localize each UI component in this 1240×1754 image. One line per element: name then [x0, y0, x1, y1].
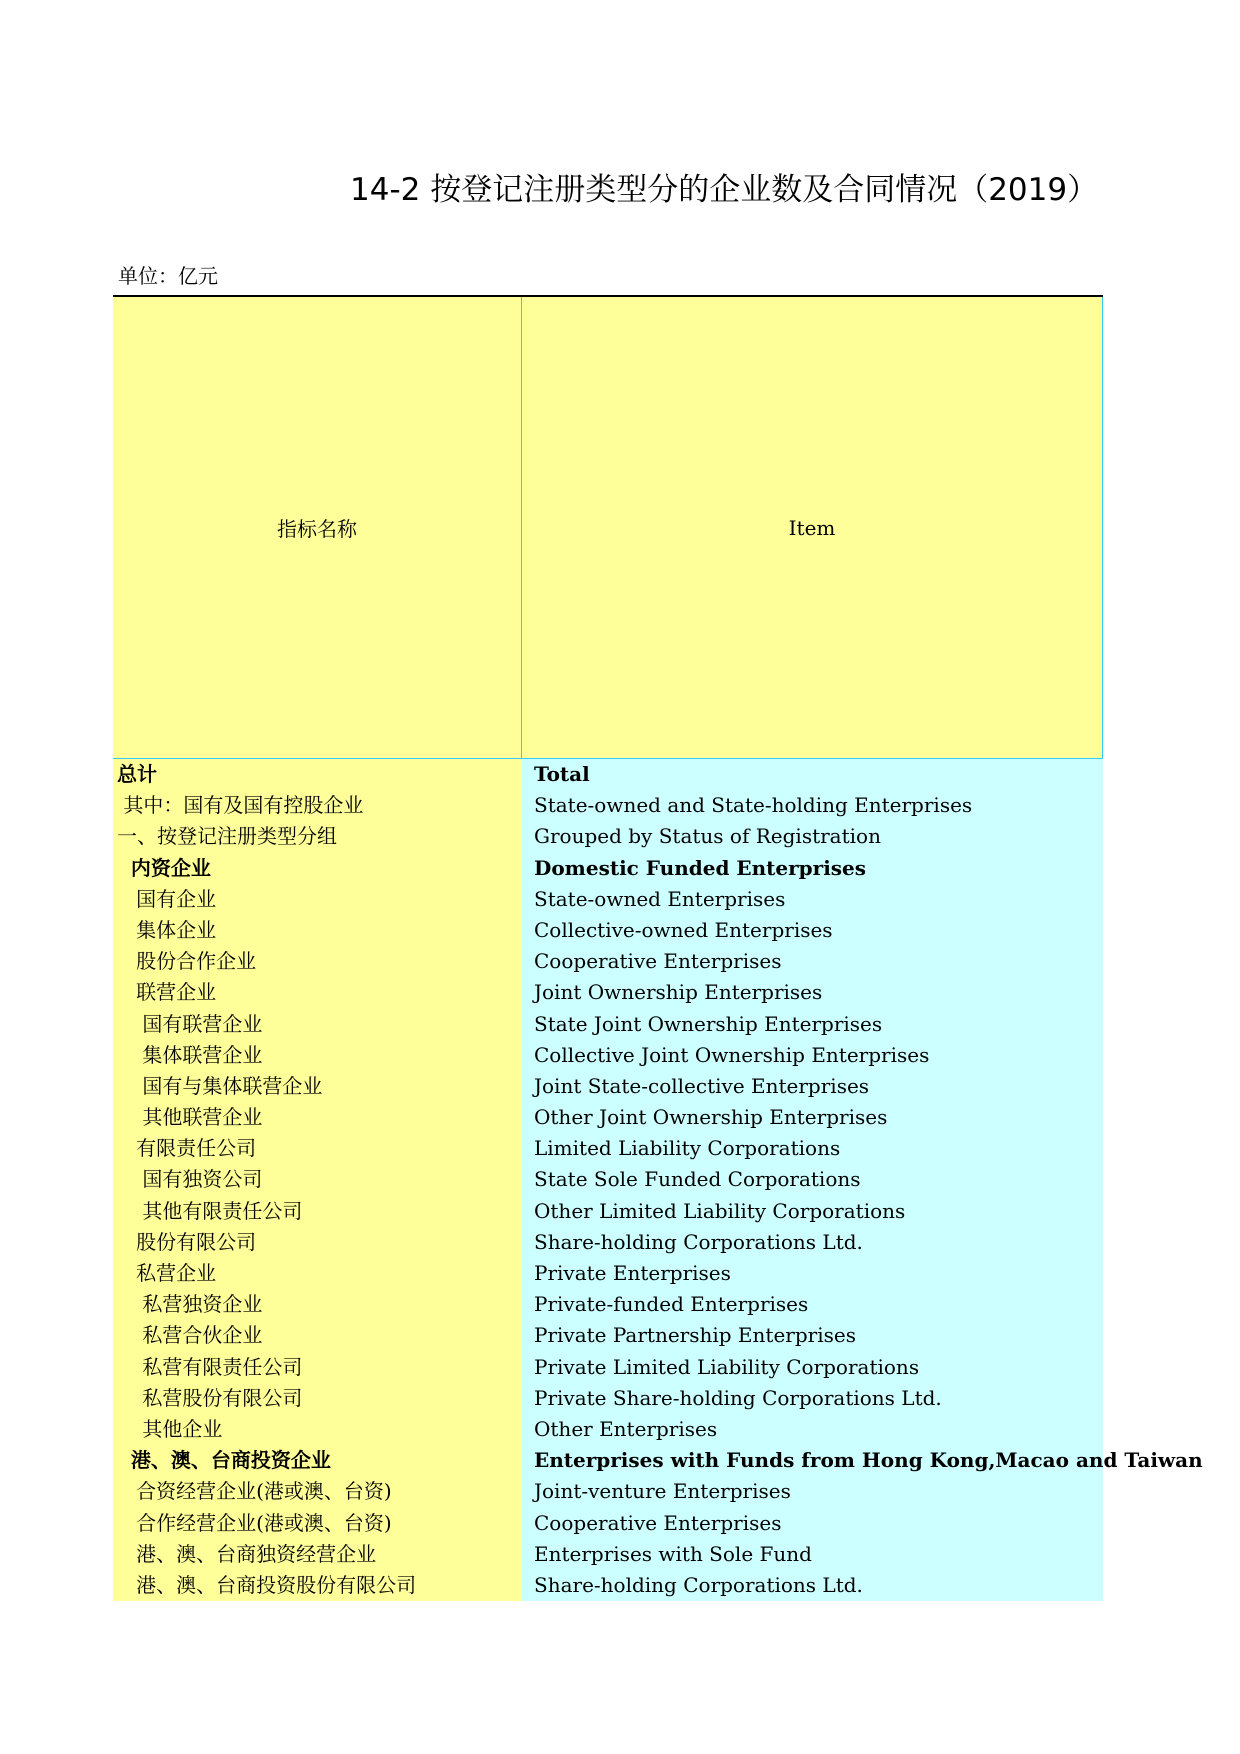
row-label-en: Grouped by Status of Registration	[522, 821, 1103, 852]
table-row	[113, 1570, 1103, 1601]
row-label-cn: 国有独资公司	[113, 1164, 522, 1195]
header-en: Item	[522, 297, 1103, 759]
row-label-en: Joint State-collective Enterprises	[522, 1071, 1103, 1102]
row-label-en: Joint-venture Enterprises	[522, 1476, 1103, 1507]
table-row	[113, 1383, 1103, 1414]
table-row	[113, 977, 1103, 1008]
row-label-cn: 其他联营企业	[113, 1102, 522, 1133]
row-label-en: Private Share-holding Corporations Ltd.	[522, 1383, 1103, 1414]
table-row	[113, 1476, 1103, 1507]
table-row	[113, 1164, 1103, 1195]
row-label-en: Cooperative Enterprises	[522, 946, 1103, 977]
row-label-en: Other Limited Liability Corporations	[522, 1196, 1103, 1227]
table-row	[113, 1539, 1103, 1570]
row-label-en: Share-holding Corporations Ltd.	[522, 1570, 1103, 1601]
table-row	[113, 1071, 1103, 1102]
row-label-cn: 私营有限责任公司	[113, 1352, 522, 1383]
row-label-cn: 股份合作企业	[113, 946, 522, 977]
table-row	[113, 1196, 1103, 1227]
row-label-en: Private Limited Liability Corporations	[522, 1352, 1103, 1383]
row-label-cn: 其中：国有及国有控股企业	[113, 790, 522, 821]
row-label-cn: 私营独资企业	[113, 1289, 522, 1320]
row-label-en: State Joint Ownership Enterprises	[522, 1009, 1103, 1040]
table-row	[113, 1040, 1103, 1071]
row-label-cn: 国有联营企业	[113, 1009, 522, 1040]
table-row	[113, 1133, 1103, 1164]
row-label-en: Private-funded Enterprises	[522, 1289, 1103, 1320]
table-header	[113, 295, 1103, 759]
row-label-en: Enterprises with Funds from Hong Kong,Macao and Taiwan	[522, 1445, 1103, 1476]
row-label-cn: 其他企业	[113, 1414, 522, 1445]
table-row	[113, 884, 1103, 915]
table-row	[113, 1258, 1103, 1289]
row-label-en: Cooperative Enterprises	[522, 1508, 1103, 1539]
table-row	[113, 1289, 1103, 1320]
row-label-en: Limited Liability Corporations	[522, 1133, 1103, 1164]
row-label-en: Other Enterprises	[522, 1414, 1103, 1445]
table-row	[113, 915, 1103, 946]
table-row	[113, 1009, 1103, 1040]
page-title: 14-2 按登记注册类型分的企业数及合同情况（2019）	[350, 172, 1099, 208]
row-label-en: State-owned and State-holding Enterprises	[522, 790, 1103, 821]
row-label-en: State-owned Enterprises	[522, 884, 1103, 915]
table-row	[113, 1445, 1203, 1476]
row-label-en: Private Enterprises	[522, 1258, 1103, 1289]
table-row	[113, 1227, 1103, 1258]
row-label-en: State Sole Funded Corporations	[522, 1164, 1103, 1195]
table-row	[113, 853, 1103, 884]
table-row	[113, 1320, 1103, 1351]
row-label-en: Private Partnership Enterprises	[522, 1320, 1103, 1351]
row-label-cn: 股份有限公司	[113, 1227, 522, 1258]
table-row	[113, 946, 1103, 977]
row-label-cn: 国有企业	[113, 884, 522, 915]
row-label-en: Joint Ownership Enterprises	[522, 977, 1103, 1008]
row-label-cn: 其他有限责任公司	[113, 1196, 522, 1227]
row-label-cn: 私营股份有限公司	[113, 1383, 522, 1414]
table-row	[113, 821, 1103, 852]
row-label-en: Domestic Funded Enterprises	[522, 853, 1103, 884]
table-body	[113, 759, 1203, 1601]
table-row	[113, 759, 1103, 790]
row-label-en: Share-holding Corporations Ltd.	[522, 1227, 1103, 1258]
row-label-cn: 一、按登记注册类型分组	[113, 821, 522, 852]
row-label-cn: 总计	[113, 759, 522, 790]
row-label-cn: 合作经营企业(港或澳、台资)	[113, 1508, 522, 1539]
row-label-en: Other Joint Ownership Enterprises	[522, 1102, 1103, 1133]
row-label-cn: 联营企业	[113, 977, 522, 1008]
data-table	[113, 295, 1203, 1601]
row-label-cn: 私营合伙企业	[113, 1320, 522, 1351]
row-label-cn: 集体企业	[113, 915, 522, 946]
row-label-cn: 港、澳、台商投资企业	[113, 1445, 522, 1476]
row-label-en: Enterprises with Sole Fund	[522, 1539, 1103, 1570]
unit-label: 单位：亿元	[118, 264, 218, 288]
row-label-cn: 集体联营企业	[113, 1040, 522, 1071]
row-label-cn: 有限责任公司	[113, 1133, 522, 1164]
row-label-cn: 私营企业	[113, 1258, 522, 1289]
table-row	[113, 1414, 1103, 1445]
row-label-en: Collective-owned Enterprises	[522, 915, 1103, 946]
row-label-en: Collective Joint Ownership Enterprises	[522, 1040, 1103, 1071]
row-label-cn: 港、澳、台商独资经营企业	[113, 1539, 522, 1570]
table-row	[113, 1102, 1103, 1133]
row-label-cn: 合资经营企业(港或澳、台资)	[113, 1476, 522, 1507]
row-label-cn: 港、澳、台商投资股份有限公司	[113, 1570, 522, 1601]
row-label-en: Total	[522, 759, 1103, 790]
row-label-cn: 内资企业	[113, 853, 522, 884]
table-row	[113, 790, 1103, 821]
table-row	[113, 1352, 1103, 1383]
table-row	[113, 1508, 1103, 1539]
row-label-cn: 国有与集体联营企业	[113, 1071, 522, 1102]
header-cn: 指标名称	[113, 297, 522, 759]
